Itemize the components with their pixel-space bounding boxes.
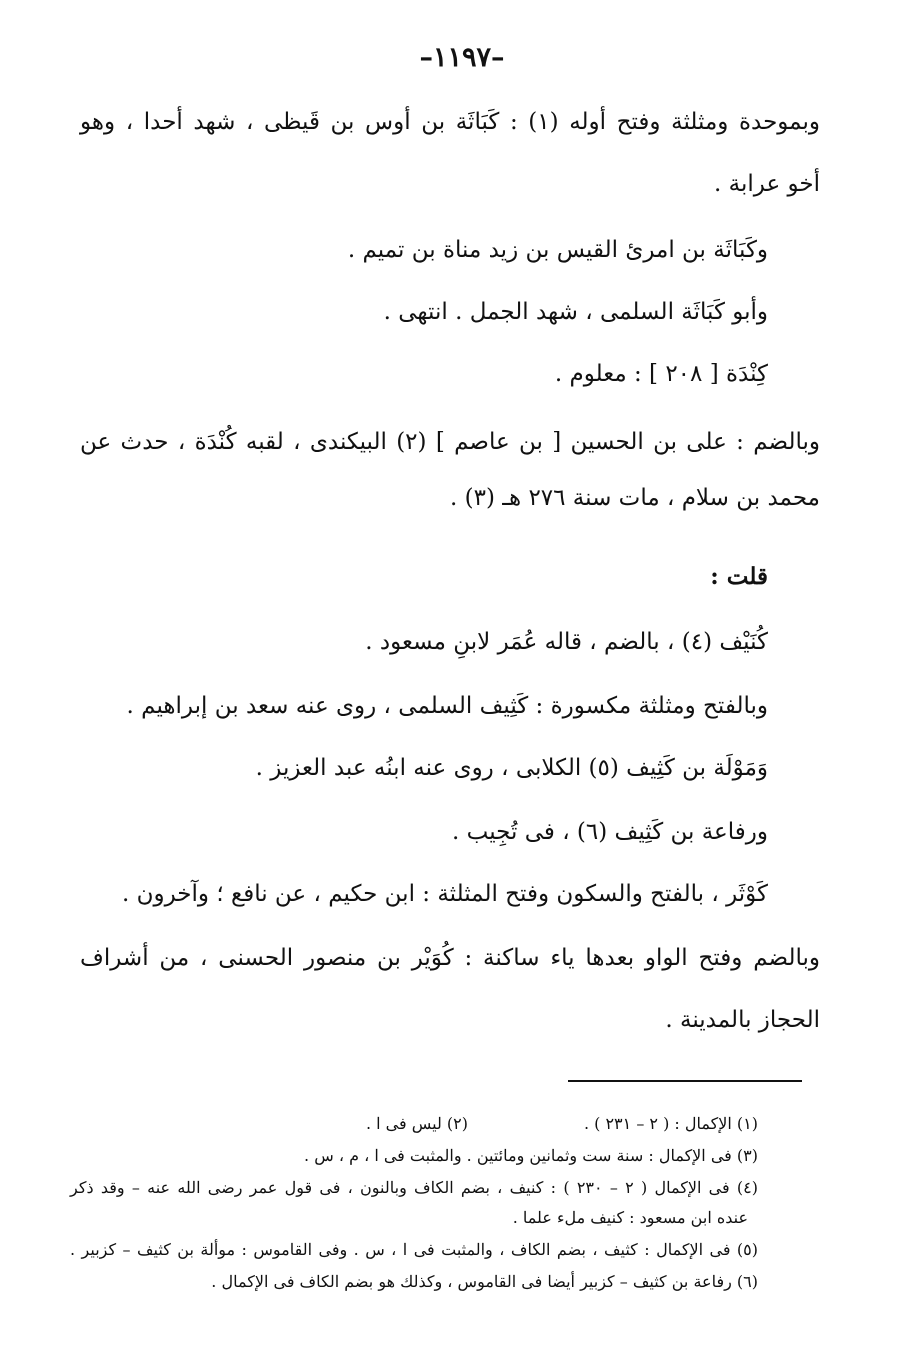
entry-heading: كُنَيْف (٤) ، بالضم ، قاله عُمَر لابنِ مسعود . — [365, 629, 768, 655]
text-line: محمد بن سلام ، مات سنة ٢٧٦ هـ (٣) . — [450, 485, 820, 511]
text-line: الحجاز بالمدينة . — [665, 1007, 820, 1033]
text-line: وبالضم : على بن الحسين [ بن عاصم ] (٢) البيكندى ، لقبه كُنْدَة ، حدث عن — [80, 429, 820, 455]
entry-heading: كِنْدَة [ ٢٠٨ ] : معلوم . — [554, 361, 768, 387]
footnote-5: (٥) فى الإكمال : كثيف ، بضم الكاف ، والمثبت فى ا ، س . وفى القاموس : موألة بن كثيف – كزبير . — [70, 1240, 758, 1259]
footnote-6: (٦) رفاعة بن كثيف – كزبير أيضا فى القاموس ، وكذلك هو بضم الكاف فى الإكمال . — [211, 1272, 758, 1291]
footnote-3: (٣) فى الإكمال : سنة ست وثمانين ومائتين . والمثبت فى ا ، م ، س . — [304, 1146, 758, 1165]
footnote-4: (٤) فى الإكمال ( ٢ – ٢٣٠ ) : كنيف ، بضم الكاف وبالنون ، فى قول عمر رضى الله عنه – وقد ذكر — [70, 1178, 758, 1197]
page-number: –١١٩٧– — [419, 42, 505, 73]
footnote-2: (٢) ليس فى ا . — [365, 1114, 468, 1133]
text-line: وبموحدة ومثلثة وفتح أوله (١) : كَبَاثَة بن أوس بن قَيظى ، شهد أحدا ، وهو — [80, 109, 820, 135]
footnote-4-continuation: عنده ابن مسعود : كنيف ملء علما . — [512, 1208, 748, 1227]
text-line: ورفاعة بن كَثِيف (٦) ، فى تُجِيب . — [452, 819, 768, 845]
text-line: وَمَوْلَة بن كَثِيف (٥) الكلابى ، روى عنه ابنُه عبد العزيز . — [255, 755, 768, 781]
text-line: أخو عرابة . — [714, 171, 820, 197]
text-line: وأبو كَبَاثَة السلمى ، شهد الجمل . انتهى . — [383, 299, 768, 325]
text-line: وكَبَاثَة بن امرئ القيس بن زيد مناة بن تميم . — [347, 237, 768, 263]
footnote-1: (١) الإكمال : ( ٢ – ٢٣١ ) . — [583, 1114, 758, 1133]
text-line: وبالضم وفتح الواو بعدها ياء ساكنة : كُوَيْر بن منصور الحسنى ، من أشراف — [80, 945, 820, 971]
section-heading: قلت : — [710, 563, 768, 590]
entry-heading: كَوْثَر ، بالفتح والسكون وفتح المثلثة : ابن حكيم ، عن نافع ؛ وآخرون . — [122, 881, 768, 907]
footnote-separator — [568, 1080, 802, 1082]
text-line: وبالفتح ومثلثة مكسورة : كَثِيف السلمى ، روى عنه سعد بن إبراهيم . — [126, 693, 768, 719]
